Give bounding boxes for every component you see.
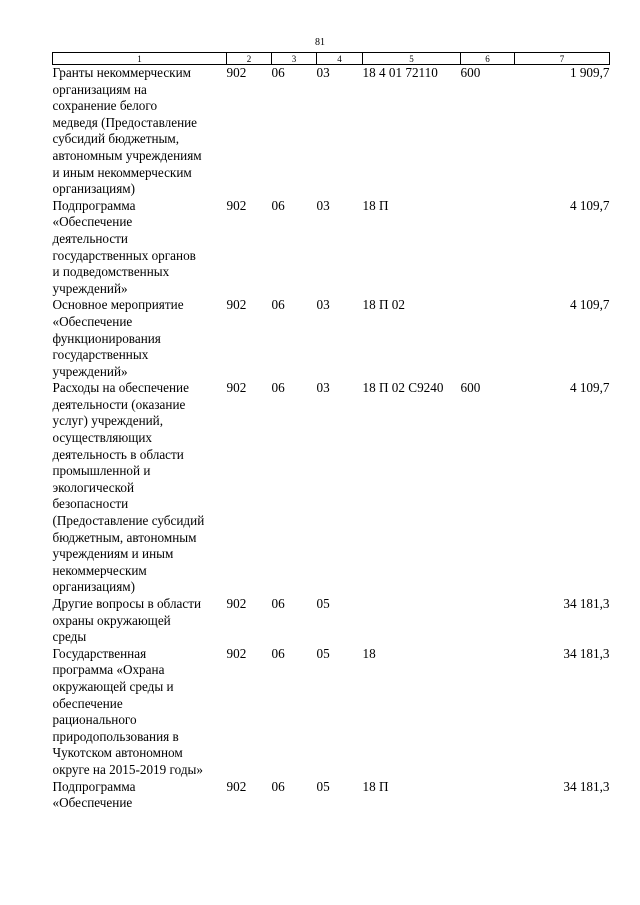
row-name-line: (Предоставление субсидий bbox=[52, 513, 205, 529]
page-number: 81 bbox=[315, 37, 325, 48]
row-name-line: организациям) bbox=[52, 181, 136, 197]
row-name-line: функционирования bbox=[52, 330, 161, 346]
target-article-cell: 18 П 02 bbox=[362, 297, 405, 313]
section-code-cell: 06 bbox=[271, 297, 285, 313]
column-header-7: 7 bbox=[515, 53, 610, 65]
row-name-cell bbox=[53, 198, 227, 298]
row-name-line: Чукотском автономном bbox=[52, 745, 183, 761]
expense-type-cell bbox=[461, 646, 515, 779]
row-name-line: сохранение белого bbox=[52, 98, 158, 114]
column-header-6: 6 bbox=[461, 53, 515, 65]
row-name-line: деятельности (оказание bbox=[52, 396, 186, 412]
section-code-cell: 06 bbox=[271, 380, 285, 396]
row-name-line: округе на 2015-2019 годы» bbox=[52, 761, 204, 777]
subsection-code-cell: 03 bbox=[316, 297, 330, 313]
row-name-line: медведя (Предоставление bbox=[52, 114, 198, 130]
row-name-line: Расходы на обеспечение bbox=[52, 380, 189, 396]
target-article-cell: 18 bbox=[362, 645, 376, 661]
column-header-4: 4 bbox=[317, 53, 363, 65]
row-name-line: деятельности bbox=[52, 230, 128, 246]
row-name-line: и подведомственных bbox=[52, 264, 170, 280]
row-name-cell bbox=[53, 646, 227, 779]
column-header-2: 2 bbox=[227, 53, 272, 65]
expense-type-cell bbox=[461, 779, 515, 812]
row-name-line: субсидий бюджетным, bbox=[52, 131, 180, 147]
column-number-row bbox=[53, 53, 610, 65]
amount-cell: 4 109,7 bbox=[569, 197, 610, 213]
target-article-cell: 18 П bbox=[362, 197, 389, 213]
row-name-line: учреждениям и иным bbox=[52, 546, 174, 562]
ministry-code-cell: 902 bbox=[226, 65, 247, 80]
table-body bbox=[53, 65, 610, 812]
section-code-cell: 06 bbox=[271, 778, 285, 794]
row-name-cell bbox=[53, 380, 227, 596]
row-name-line: Подпрограмма bbox=[52, 197, 136, 213]
row-name-line: организациям) bbox=[52, 579, 136, 595]
row-name-line: организациям на bbox=[52, 81, 147, 97]
row-name-line: некоммерческим bbox=[52, 562, 147, 578]
expense-type-cell bbox=[461, 198, 515, 298]
amount-cell: 34 181,3 bbox=[563, 596, 610, 611]
row-name-line: программа «Охрана bbox=[52, 662, 165, 678]
expense-type-cell bbox=[461, 297, 515, 380]
row-name-line: бюджетным, автономным bbox=[52, 529, 197, 545]
row-name-line: учреждений» bbox=[52, 363, 128, 379]
row-name-line: «Обеспечение bbox=[52, 313, 133, 329]
expense-type-cell: 600 bbox=[460, 380, 481, 396]
row-name-line: государственных органов bbox=[52, 247, 196, 263]
table-row bbox=[53, 646, 610, 779]
row-name-line: безопасности bbox=[52, 496, 129, 512]
row-name-line: охраны окружающей bbox=[52, 612, 171, 628]
row-name-cell bbox=[53, 297, 227, 380]
subsection-code-cell: 03 bbox=[316, 65, 330, 80]
table-row bbox=[53, 297, 610, 380]
row-name-line: окружающей среды и bbox=[52, 678, 174, 694]
section-code-cell: 06 bbox=[271, 596, 285, 611]
table-row bbox=[53, 779, 610, 812]
row-name-cell bbox=[53, 779, 227, 812]
column-header-3: 3 bbox=[272, 53, 317, 65]
subsection-code-cell: 03 bbox=[316, 197, 330, 213]
budget-table bbox=[52, 52, 610, 812]
row-name-cell bbox=[53, 596, 227, 646]
subsection-code-cell: 05 bbox=[316, 778, 330, 794]
amount-cell: 4 109,7 bbox=[569, 297, 610, 313]
subsection-code-cell: 05 bbox=[316, 645, 330, 661]
subsection-code-cell: 05 bbox=[316, 596, 330, 611]
column-header-1: 1 bbox=[53, 53, 227, 65]
row-name-line: Гранты некоммерческим bbox=[52, 65, 191, 80]
row-name-line: государственных bbox=[52, 347, 149, 363]
row-name-cell bbox=[53, 65, 227, 198]
ministry-code-cell: 902 bbox=[226, 297, 247, 313]
section-code-cell: 06 bbox=[271, 197, 285, 213]
row-name-line: обеспечение bbox=[52, 695, 123, 711]
row-name-line: услуг) учреждений, bbox=[52, 413, 164, 429]
row-name-line: промышленной и bbox=[52, 463, 151, 479]
amount-cell: 34 181,3 bbox=[563, 645, 610, 661]
table-row bbox=[53, 380, 610, 596]
row-name-line: природопользования в bbox=[52, 728, 179, 744]
target-article-cell: 18 П bbox=[362, 778, 389, 794]
table-row bbox=[53, 198, 610, 298]
row-name-line: и иным некоммерческим bbox=[52, 164, 192, 180]
ministry-code-cell: 902 bbox=[226, 645, 247, 661]
row-name-line: учреждений» bbox=[52, 280, 128, 296]
expense-type-cell: 600 bbox=[460, 65, 481, 80]
row-name-line: «Обеспечение bbox=[52, 214, 133, 230]
ministry-code-cell: 902 bbox=[226, 778, 247, 794]
column-header-5: 5 bbox=[363, 53, 461, 65]
subsection-code-cell: 03 bbox=[316, 380, 330, 396]
table-row bbox=[53, 65, 610, 198]
row-name-line: Подпрограмма bbox=[52, 778, 136, 794]
amount-cell: 1 909,7 bbox=[569, 65, 610, 80]
section-code-cell: 06 bbox=[271, 65, 285, 80]
ministry-code-cell: 902 bbox=[226, 596, 247, 611]
ministry-code-cell: 902 bbox=[226, 380, 247, 396]
target-article-cell: 18 П 02 С9240 bbox=[362, 380, 444, 396]
amount-cell: 4 109,7 bbox=[569, 380, 610, 396]
row-name-line: деятельность в области bbox=[52, 446, 184, 462]
row-name-line: Государственная bbox=[52, 645, 147, 661]
amount-cell: 34 181,3 bbox=[563, 778, 610, 794]
ministry-code-cell: 902 bbox=[226, 197, 247, 213]
target-article-cell: 18 4 01 72110 bbox=[362, 65, 438, 80]
row-name-line: «Обеспечение bbox=[52, 795, 133, 811]
section-code-cell: 06 bbox=[271, 645, 285, 661]
row-name-line: автономным учреждениям bbox=[52, 147, 202, 163]
row-name-line: рационального bbox=[52, 712, 137, 728]
target-article-cell bbox=[363, 596, 461, 646]
row-name-line: Основное мероприятие bbox=[52, 297, 184, 313]
row-name-line: осуществляющих bbox=[52, 430, 153, 446]
row-name-line: Другие вопросы в области bbox=[52, 596, 202, 611]
expense-type-cell bbox=[461, 596, 515, 646]
row-name-line: среды bbox=[52, 629, 87, 645]
table-row bbox=[53, 596, 610, 646]
row-name-line: экологической bbox=[52, 479, 135, 495]
